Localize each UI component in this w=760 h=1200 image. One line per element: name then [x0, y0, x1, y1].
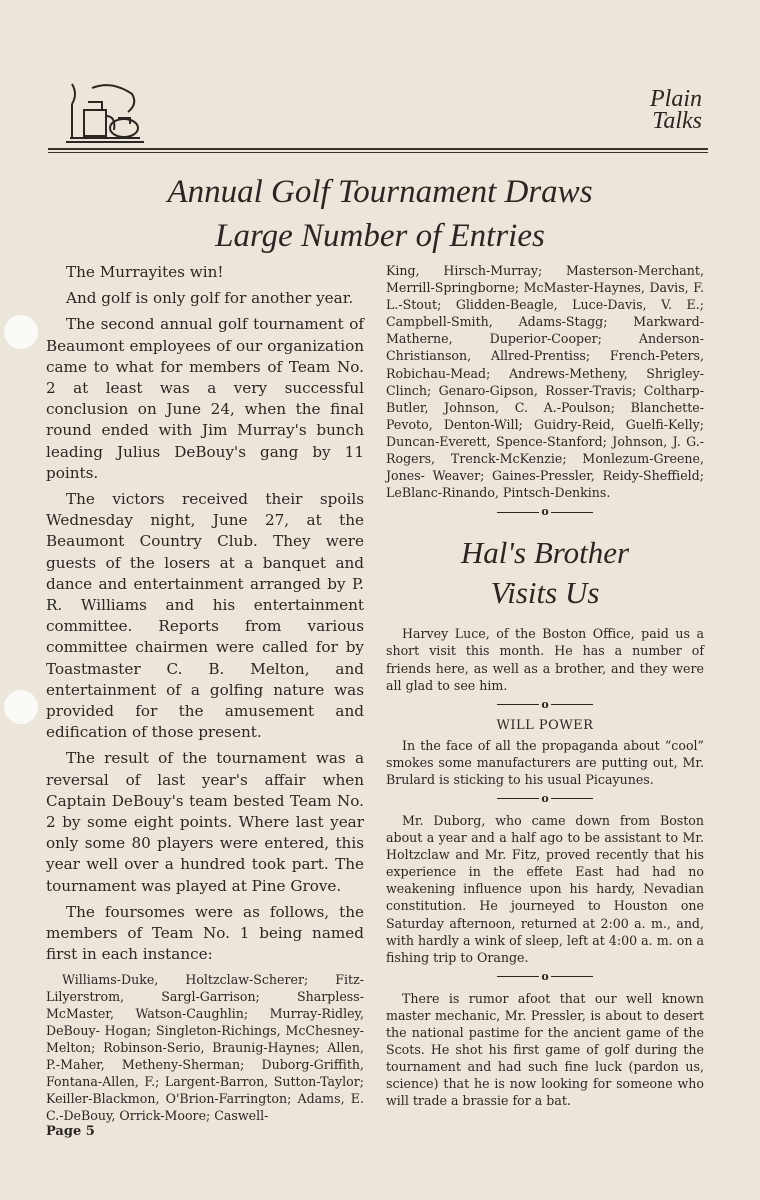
paragraph: The foursomes were as follows, the members of Team No. 1 being named first in each instance:	[46, 902, 364, 964]
punch-hole	[4, 315, 38, 349]
foursomes-list: Williams-Duke, Holtzclaw-Scherer; Fitz-Lilyerstrom, Sargl-Garrison; Sharpless-McMaster, Watson-Caughlin; Murray-Ridley, DeBouy- Hogan; Singleton-Richings, McChesney-Melton; Robinson-Serio, Braunig-Haynes; Allen, P.-Maher, Metheny-Sherman; Duborg-Griffith, Fontana-Allen, F.; Largent-Barron, Sutton-Taylor; Keiller-Blackmon, O'Brion-Farrington; Adams, E. C.-DeBouy, Orrick-Moore; Caswell-	[46, 971, 364, 1124]
foursomes-list-cont: King, Hirsch-Murray; Masterson-Merchant, Merrill-Springborne; McMaster-Haynes, Davis, F. L.-Stout; Glidden-Beagle, Luce-Davis, V. E.; Campbell-Smith, Adams-Stagg; Markward-Matherne, Duperior-Cooper; Anderson-Christianson, Allred-Prentiss; French-Peters, Robichau-Mead; Andrews-Metheny, Shrigley-Clinch; Genaro-Gipson, Rosser-Travis; Coltharp-Butler, Johnson, C. A.-Poulson; Blanchette-Pevoto, Denton-Will; Guidry-Reid, Guelfi-Kelly; Duncan-Everett, Spence-Stanford; Johnson, J. G.-Rogers, Trenck-McKenzie; Monlezum-Greene, Jones- Weaver; Gaines-Pressler, Reidy-Sheffield; LeBlanc-Rinando, Pintsch-Denkins.	[386, 263, 704, 501]
title-line1: Annual Golf Tournament Draws	[167, 174, 593, 210]
separator: o	[386, 792, 704, 806]
separator: o	[386, 698, 704, 712]
separator: o	[386, 505, 704, 519]
title-line2: Large Number of Entries	[215, 218, 545, 254]
separator: o	[386, 970, 704, 984]
paragraph: In the face of all the propaganda about “cool” smokes some manufacturers are putting out, Mr. Brulard is sticking to his usual Picayunes.	[386, 737, 704, 787]
paragraph: There is rumor afoot that our well known master mechanic, Mr. Pressler, is about to desert the national pastime for the ancient game of the Scots. He shot his first game of golf during the tournament and had such fine luck (pardon us, science) that he is now looking for someone who will trade a brassie for a bat.	[386, 990, 704, 1109]
right-column	[386, 262, 704, 1113]
punch-hole	[4, 690, 38, 724]
teapot-logo-icon	[62, 80, 148, 146]
brand-line2: Talks	[652, 108, 702, 134]
header-rule	[48, 148, 708, 153]
article-title-hals-brother	[386, 533, 704, 613]
paragraph: The victors received their spoils Wednesday night, June 27, at the Beaumont Country Club. They were guests of the losers at a banquet and dance and entertainment arranged by P. R. Williams and his entertainment committee. Reports from various committee chairmen were called for by Toastmaster C. B. Melton, and entertainment of a golfing nature was provided for the amusement and edification of those present.	[46, 490, 364, 742]
paragraph: The result of the tournament was a reversal of last year's affair when Captain DeBouy's team bested Team No. 2 by some eight points. Where last year only some 80 players were entered, this year well over a hundred took part. The tournament was played at Pine Grove.	[46, 749, 364, 895]
article-title	[60, 170, 700, 258]
page-number: Page 5	[46, 1124, 95, 1139]
left-column	[46, 262, 364, 1128]
brand-line1: Plain	[650, 86, 702, 112]
paragraph: Mr. Duborg, who came down from Boston about a year and a half ago to be assistant to Mr. Holtzclaw and Mr. Fitz, proved recently that his experience in the effete East had had no weakening influence upon his hardy, Nevadian constitution. He journeyed to Houston one Saturday afternoon, returned at 2:00 a. m., and, with hardly a wink of sleep, left at 4:00 a. m. on a fishing trip to Orange.	[386, 812, 704, 965]
paragraph: The second annual golf tournament of Beaumont employees of our organization came to what for members of Team No. 2 at least was a very successful conclusion on June 24, when the final round ended with Jim Murray's bunch leading Julius DeBouy's gang by 11 points.	[46, 315, 364, 482]
title-line1: Hal's Brother	[460, 535, 630, 571]
plain-talks-logo	[650, 88, 702, 132]
paragraph: Harvey Luce, of the Boston Office, paid us a short visit this month. He has a number of friends here, as well as a brother, and they were all glad to see him.	[386, 626, 704, 693]
paragraph: The Murrayites win!	[66, 263, 224, 281]
title-line2: Visits Us	[490, 575, 600, 611]
will-power-heading: WILL POWER	[496, 717, 594, 733]
paragraph: And golf is only golf for another year.	[66, 289, 354, 308]
